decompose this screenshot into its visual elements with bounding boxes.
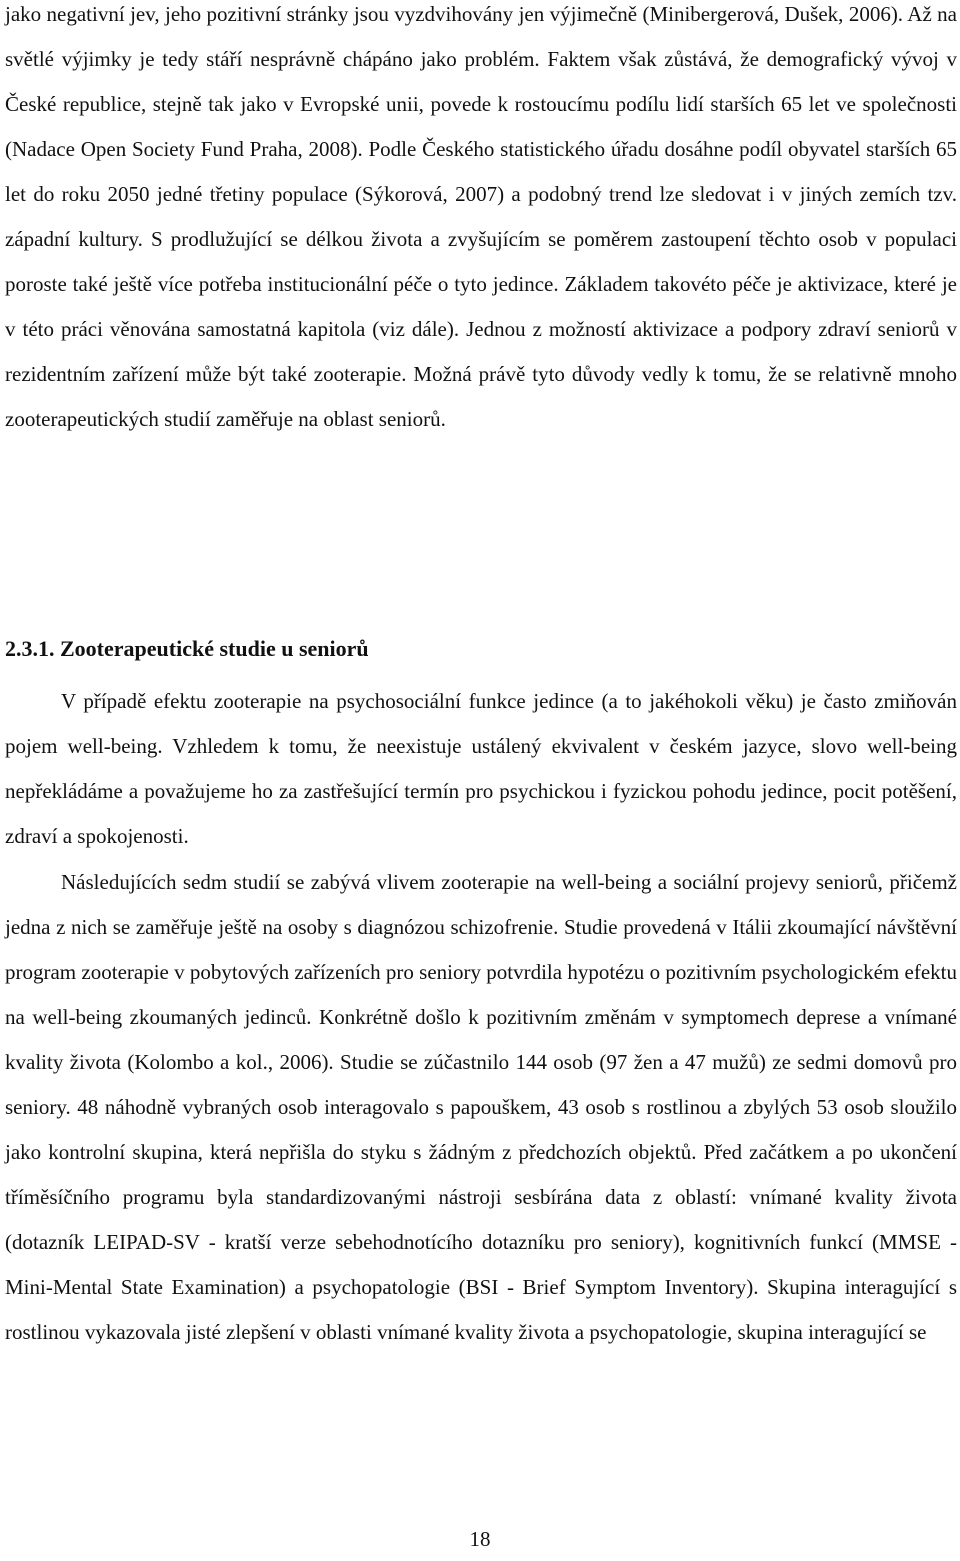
paragraph-studies: Následujících sedm studií se zabývá vlivem zooterapie na well-being a sociální projevy seniorů, přičemž jedna z nich se zaměřuje ještě na osoby s diagnózou schizofrenie. Studie provedená v Itálii zkoumající návštěvní program zooterapie v pobytových zařízeních pro seniory potvrdila hypotézu o pozitivním psychologickém efektu na well-being zkoumaných jedinců. Konkrétně došlo k pozitivním změnám v symptomech deprese a vnímané kvality života (Kolombo a kol., 2006). Studie se zúčastnilo 144 osob (97 žen a 47 mužů) ze sedmi domovů pro seniory. 48 náhodně vybraných osob interagovalo s papouškem, 43 osob s rostlinou a zbylých 53 osob sloužilo jako kontrolní skupina, která nepřišla do styku s žádným z předchozích objektů. Před začátkem a po ukončení tříměsíčního programu byla standardizovanými nástroji sesbírána data z oblastí: vnímané kvality života (dotazník LEIPAD-SV - kratší verze sebehodnotícího dotazníku pro seniory), kognitivních funkcí (MMSE - Mini-Mental State Examination) a psychopatologie (BSI - Brief Symptom Inventory). Skupina interagující s rostlinou vykazovala jisté zlepšení v oblasti vnímané kvality života a psychopatologie, skupina interagující se [5,870,957,1344]
paragraph-well-being: V případě efektu zooterapie na psychosociální funkce jedince (a to jakéhokoli věku) je často zmiňován pojem well-being. Vzhledem k tomu, že neexistuje ustálený ekvivalent v českém jazyce, slovo well-being nepřekládáme a považujeme ho za zastřešující termín pro psychickou i fyzickou pohodu jedince, pocit potěšení, zdraví a spokojenosti. [5,689,957,848]
paragraph-intro: jako negativní jev, jeho pozitivní stránky jsou vyzdvihovány jen výjimečně (Minibergerová, Dušek, 2006). Až na světlé výjimky je tedy stáří nesprávně chápáno jako problém. Faktem však zůstává, že demografický vývoj v České republice, stejně tak jako v Evropské unii, povede k rostoucímu podílu lidí starších 65 let ve společnosti (Nadace Open Society Fund Praha, 2008). Podle Českého statistického úřadu dosáhne podíl obyvatel starších 65 let do roku 2050 jedné třetiny populace (Sýkorová, 2007) a podobný trend lze sledovat i v jiných zemích tzv. západní kultury. S prodlužující se délkou života a zvyšujícím se poměrem zastoupení těchto osob v populaci poroste také ještě více potřeba institucionální péče o tyto jedince. Základem takovéto péče je aktivizace, které je v této práci věnována samostatná kapitola (viz dále). Jednou z možností aktivizace a podpory zdraví seniorů v rezidentním zařízení může být také zooterapie. Možná právě tyto důvody vedly k tomu, že se relativně mnoho zooterapeutických studií zaměřuje na oblast seniorů. [5,2,957,431]
section-heading: 2.3.1. Zooterapeutické studie u seniorů [5,636,369,661]
page-number: 18 [469,1527,491,1551]
